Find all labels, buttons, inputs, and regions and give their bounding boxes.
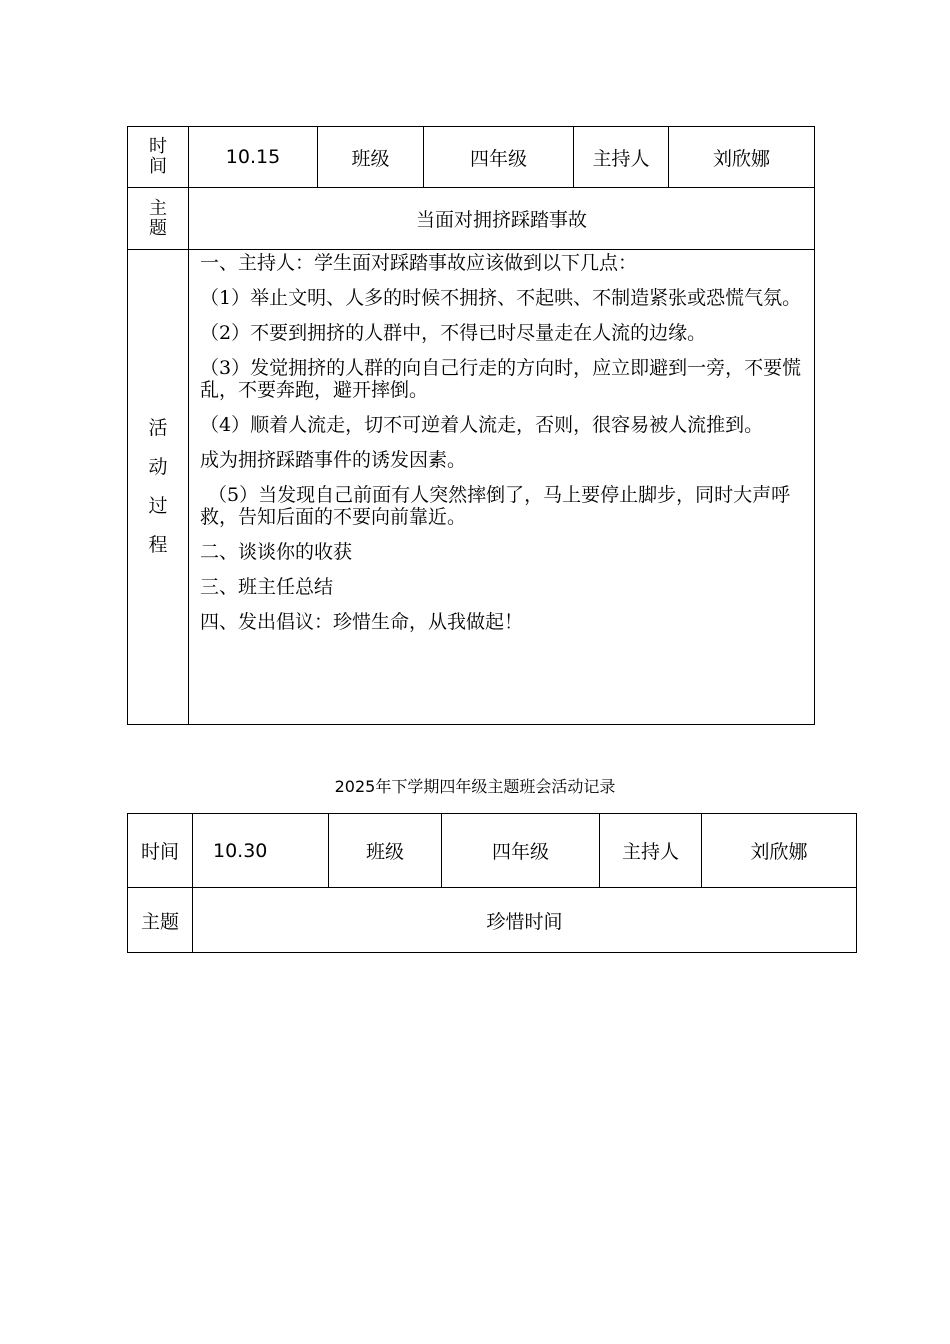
class-value: 四年级 <box>442 814 600 888</box>
host-label: 主持人 <box>574 127 669 188</box>
topic-label: 主 题 <box>128 188 189 250</box>
process-line: （4）顺着人流走，切不可逆着人流走，否则，很容易被人流推到。 <box>200 414 764 436</box>
record-caption: 2025年下学期四年级主题班会活动记录 <box>334 777 616 796</box>
process-label: 活 动 过 程 <box>128 250 189 725</box>
process-line: （3）发觉拥挤的人群的向自己行走的方向时，应立即避到一旁，不要慌乱，不要奔跑，避开摔倒。 <box>200 357 802 401</box>
class-value: 四年级 <box>424 127 574 188</box>
process-line: 成为拥挤踩踏事件的诱发因素。 <box>200 449 467 471</box>
process-line: 三、班主任总结 <box>200 576 334 598</box>
process-content <box>189 250 815 725</box>
class-label: 班级 <box>318 127 424 188</box>
class-label: 班级 <box>329 814 442 888</box>
time-value: 10.30 <box>193 814 329 888</box>
record-table-2 <box>127 813 857 953</box>
time-label: 时 间 <box>128 127 189 188</box>
process-line: （1）举止文明、人多的时候不拥挤、不起哄、不制造紧张或恐慌气氛。 <box>200 287 802 309</box>
time-value: 10.15 <box>189 127 318 188</box>
host-value: 刘欣娜 <box>669 127 815 188</box>
process-line: 四、发出倡议：珍惜生命，从我做起！ <box>200 611 524 633</box>
process-line: 二、谈谈你的收获 <box>200 541 353 563</box>
topic-label: 主题 <box>128 888 193 953</box>
process-line: 一、主持人：学生面对踩踏事故应该做到以下几点： <box>200 252 638 274</box>
topic-value: 珍惜时间 <box>193 888 857 953</box>
time-label: 时间 <box>128 814 193 888</box>
process-line: （5）当发现自己前面有人突然摔倒了，马上要停止脚步，同时大声呼救，告知后面的不要向前靠近。 <box>200 484 791 528</box>
host-value: 刘欣娜 <box>702 814 857 888</box>
host-label: 主持人 <box>600 814 702 888</box>
process-line: （2）不要到拥挤的人群中，不得已时尽量走在人流的边缘。 <box>200 322 707 344</box>
record-table-1 <box>127 126 815 725</box>
topic-value: 当面对拥挤踩踏事故 <box>189 188 815 250</box>
